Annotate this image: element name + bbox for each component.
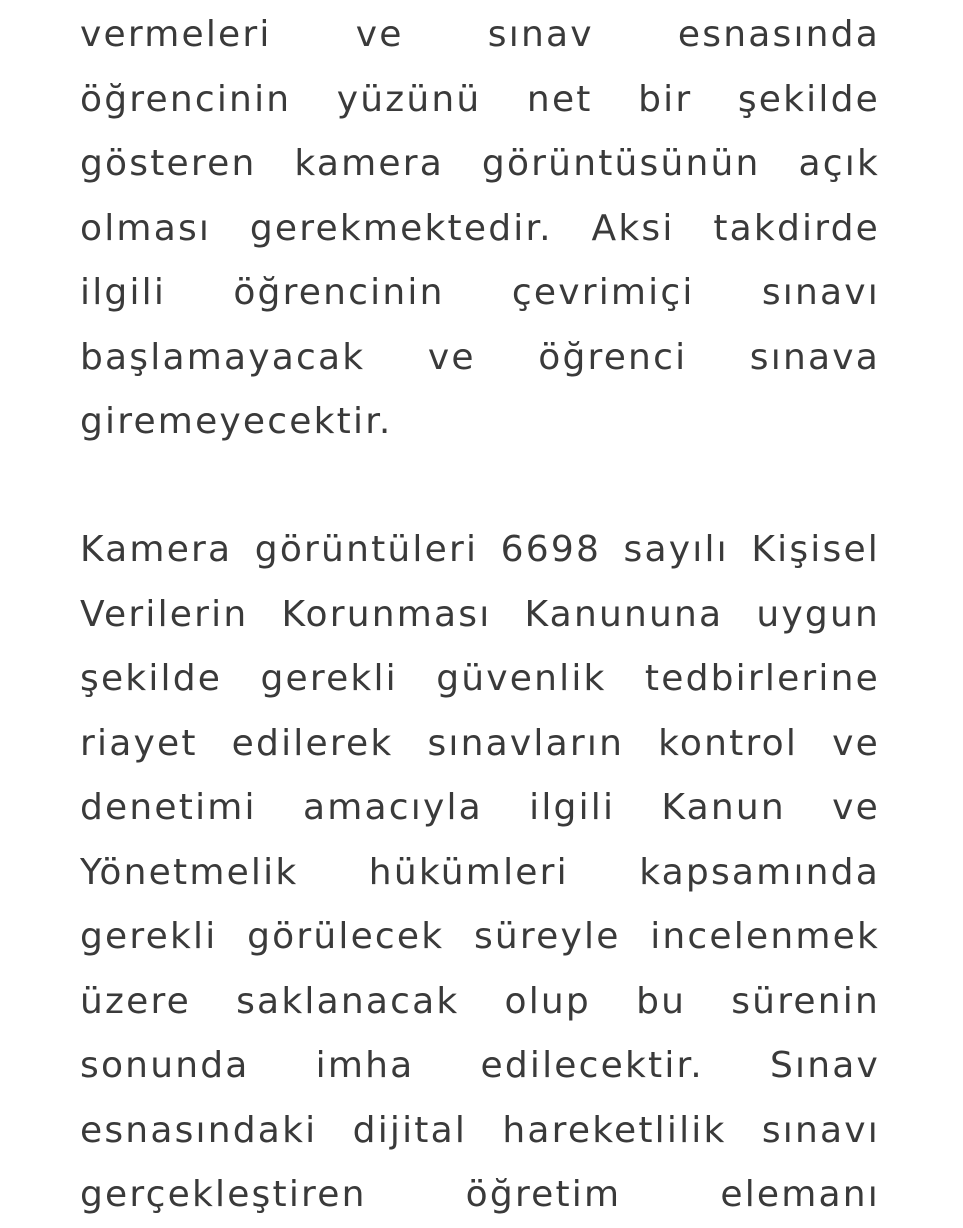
text-line: gerekli görülecek süreyle incelenmek xyxy=(80,916,880,957)
text-line: Kamera görüntüleri 6698 sayılı Kişisel xyxy=(80,529,880,570)
paragraph-data-protection xyxy=(80,518,880,1228)
text-line: esnasındaki dijital hareketlilik sınavı xyxy=(80,1109,880,1151)
text-line: ilgili öğrencinin çevrimiçi sınavı xyxy=(80,272,880,313)
text-line: şekilde gerekli güvenlik tedbirlerine xyxy=(80,658,880,699)
text-line: giremeyecektir. xyxy=(80,401,393,442)
text-line: öğrencinin yüzünü net bir şekilde xyxy=(80,78,880,120)
text-line: sonunda imha edilecektir. Sınav xyxy=(80,1045,880,1086)
text-line: başlamayacak ve öğrenci sınava xyxy=(80,336,880,378)
text-line: Yönetmelik hükümleri kapsamında xyxy=(80,851,880,893)
text-line: vermeleri ve sınav esnasında xyxy=(80,14,880,55)
text-line: gösteren kamera görüntüsünün açık xyxy=(80,143,880,184)
text-line: olması gerekmektedir. Aksi takdirde xyxy=(80,207,880,249)
text-line: Verilerin Korunması Kanununa uygun xyxy=(80,593,880,635)
text-line: üzere saklanacak olup bu sürenin xyxy=(80,980,880,1022)
text-line: riayet edilerek sınavların kontrol ve xyxy=(80,722,880,764)
text-line: gerçekleştiren öğretim elemanı xyxy=(80,1174,880,1215)
text-line: denetimi amacıyla ilgili Kanun ve xyxy=(80,787,880,828)
paragraph-camera-requirement xyxy=(80,3,880,455)
